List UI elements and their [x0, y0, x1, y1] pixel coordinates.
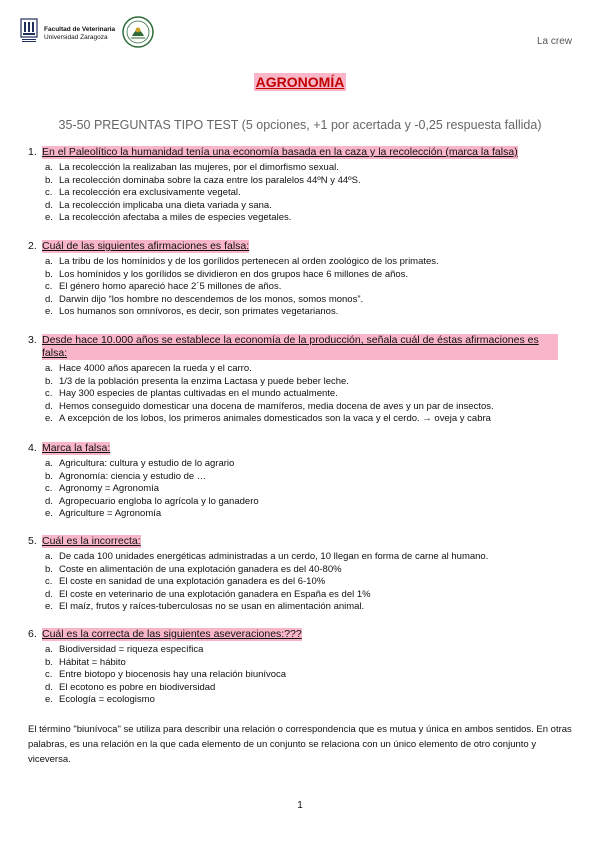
question-6: [28, 628, 558, 707]
question-number: 4.: [28, 442, 37, 454]
option-text: Hábitat = hábito: [59, 656, 126, 668]
answer-option: [45, 212, 558, 225]
answer-option: [45, 644, 558, 657]
option-text: Agricultura: cultura y estudio de lo agrario: [59, 458, 235, 469]
page-subtitle: 35-50 PREGUNTAS TIPO TEST (5 opciones, +1 por acertada y -0,25 respuesta fallida): [58, 118, 542, 132]
answer-option: [45, 496, 558, 509]
answer-option: [45, 483, 558, 496]
question-text: Marca la falsa:: [42, 442, 111, 454]
option-letter: b.: [45, 375, 53, 387]
option-letter: e.: [45, 413, 53, 425]
option-text: La recolección afectaba a miles de especies vegetales.: [59, 212, 292, 224]
option-text: Coste en alimentación de una explotación ganadera es del 40-80%: [59, 563, 342, 575]
option-text: Hemos conseguido domesticar una docena de mamíferos, media docena de aves y un par de insectos.: [59, 400, 494, 412]
veterinary-seal-icon: [122, 16, 154, 48]
answer-option: [45, 657, 558, 670]
option-letter: a.: [45, 458, 53, 469]
answer-option: [45, 589, 558, 602]
option-text: El género homo apareció hace 2´5 millones de años.: [59, 281, 282, 293]
answer-option: [45, 281, 558, 294]
answer-option: [45, 363, 558, 376]
answer-options: [28, 162, 558, 225]
question-text: En el Paleolítico la humanidad tenía una economía basada en la caza y la recolección (marca la falsa): [42, 146, 518, 158]
option-letter: d.: [45, 400, 53, 412]
option-letter: d.: [45, 588, 53, 600]
option-letter: c.: [45, 281, 53, 293]
answer-option: [45, 388, 558, 401]
option-text: Biodiversidad = riqueza específica: [59, 644, 204, 655]
question-number: 6.: [28, 628, 37, 640]
option-text: El coste en veterinario de una explotación ganadera en España es del 1%: [59, 588, 371, 600]
option-letter: c.: [45, 483, 53, 495]
option-letter: b.: [45, 470, 53, 482]
option-letter: b.: [45, 174, 53, 186]
option-text: Los homínidos y los gorílidos se dividieron en dos grupos hace 6 millones de años.: [59, 268, 409, 280]
faculty-line-2: Universidad Zaragoza: [44, 34, 108, 41]
question-heading: [28, 535, 558, 548]
answer-options: [28, 458, 558, 521]
question-heading: [28, 628, 558, 641]
faculty-name: [44, 26, 115, 42]
answer-option: [45, 551, 558, 564]
option-letter: d.: [45, 293, 53, 305]
question-2: [28, 240, 558, 319]
question-number: 2.: [28, 240, 37, 252]
question-3: [28, 334, 558, 426]
option-text: De cada 100 unidades energéticas administradas a un cerdo, 10 llegan en forma de carne al humano.: [59, 551, 489, 562]
answer-option: [45, 200, 558, 213]
option-letter: c.: [45, 187, 53, 199]
answer-option: [45, 576, 558, 589]
question-text: Cuál es la incorrecta:: [42, 535, 141, 547]
option-letter: b.: [45, 563, 53, 575]
question-number: 3.: [28, 334, 37, 346]
option-letter: e.: [45, 212, 53, 224]
option-text: La recolección era exclusivamente vegetal.: [59, 187, 241, 199]
option-text: Agriculture = Agronomía: [59, 508, 162, 520]
option-letter: a.: [45, 162, 53, 173]
option-letter: a.: [45, 363, 53, 374]
answer-options: [28, 256, 558, 319]
answer-option: [45, 269, 558, 282]
page-number: 1: [297, 800, 303, 811]
question-text: Cuál es la correcta de las siguientes aseveraciones:???: [42, 628, 302, 640]
answer-option: [45, 376, 558, 389]
option-letter: e.: [45, 694, 53, 706]
question-heading: [28, 240, 558, 253]
option-letter: d.: [45, 681, 53, 693]
question-1: [28, 146, 558, 225]
explanatory-note: El término "biunívoca" se utiliza para describir una relación o correspondencia que es mutua y única en ambos sentidos. En otras palabras, es una relación en la que cada elemento de un conjunto se relaciona con un único elemento de otro conjunto y viceversa.: [28, 724, 572, 765]
option-letter: c.: [45, 388, 53, 400]
answer-options: [28, 644, 558, 707]
option-text: El maíz, frutos y raíces-tuberculosas no se usan en alimentación animal.: [59, 601, 365, 613]
answer-option: [45, 187, 558, 200]
option-text: La tribu de los homínidos y de los gorílidos pertenecen al orden zoológico de los primates.: [59, 256, 439, 267]
option-letter: c.: [45, 669, 53, 681]
question-heading: [28, 442, 558, 455]
option-text: Los humanos son omnívoros, es decir, son primates vegetarianos.: [59, 306, 339, 318]
option-text: Agronomy = Agronomía: [59, 483, 160, 495]
option-text: 1/3 de la población presenta la enzima Lactasa y puede beber leche.: [59, 375, 349, 387]
title-container: [0, 73, 600, 91]
answer-option: [45, 682, 558, 695]
option-text: La recolección la realizaban las mujeres, por el dimorfismo sexual.: [59, 162, 339, 173]
option-text: Entre biotopo y biocenosis hay una relación biunívoca: [59, 669, 287, 681]
option-text: A excepción de los lobos, los primeros animales domesticados son la vaca y el cerdo. → oveja y cabra: [59, 413, 491, 425]
question-4: [28, 442, 558, 521]
answer-option: [45, 694, 558, 707]
faculty-line-1: Facultad de Veterinaria: [44, 26, 116, 33]
option-letter: e.: [45, 601, 53, 613]
option-letter: e.: [45, 508, 53, 520]
option-letter: a.: [45, 256, 53, 267]
question-number: 1.: [28, 146, 37, 158]
option-text: Agronomía: ciencia y estudio de …: [59, 470, 207, 482]
option-text: El coste en sanidad de una explotación ganadera es del 6-10%: [59, 576, 326, 588]
page-header: [0, 0, 600, 60]
option-text: La recolección implicaba una dieta variada y sana.: [59, 199, 272, 211]
answer-option: [45, 162, 558, 175]
answer-option: [45, 564, 558, 577]
option-letter: b.: [45, 268, 53, 280]
question-5: [28, 535, 558, 614]
option-letter: a.: [45, 551, 53, 562]
option-letter: d.: [45, 495, 53, 507]
option-letter: a.: [45, 644, 53, 655]
option-letter: d.: [45, 199, 53, 211]
answer-option: [45, 601, 558, 614]
option-text: Darwin dijo “los hombre no descendemos de los monos, somos monos”.: [59, 293, 364, 305]
option-text: Agropecuario engloba lo agrícola y lo ganadero: [59, 495, 259, 507]
question-text: Desde hace 10.000 años se establece la economía de la producción, señala cuál de éstas afirmaciones es falsa:: [42, 334, 558, 360]
answer-option: [45, 458, 558, 471]
answer-option: [45, 669, 558, 682]
university-logo-icon: [20, 18, 38, 44]
option-text: La recolección dominaba sobre la caza entre los paralelos 44ºN y 44ºS.: [59, 174, 361, 186]
question-number: 5.: [28, 535, 37, 547]
answer-option: [45, 401, 558, 414]
option-text: Ecología = ecologismo: [59, 694, 155, 706]
question-heading: [28, 146, 558, 159]
option-text: Hay 300 especies de plantas cultivadas en el mundo actualmente.: [59, 388, 338, 400]
option-text: Hace 4000 años aparecen la rueda y el carro.: [59, 363, 252, 374]
option-letter: e.: [45, 306, 53, 318]
answer-option: [45, 294, 558, 307]
option-letter: c.: [45, 576, 53, 588]
page-title: AGRONOMÍA: [255, 74, 345, 90]
answer-option: [45, 306, 558, 319]
answer-options: [28, 363, 558, 426]
answer-option: [45, 175, 558, 188]
answer-option: [45, 413, 558, 426]
question-heading: [28, 334, 558, 360]
question-text: Cuál de las siguientes afirmaciones es falsa:: [42, 240, 250, 252]
option-text: El ecotono es pobre en biodiversidad: [59, 681, 216, 693]
answer-option: [45, 256, 558, 269]
option-letter: b.: [45, 656, 53, 668]
answer-options: [28, 551, 558, 614]
answer-option: [45, 508, 558, 521]
header-right-text: La crew: [536, 36, 572, 47]
answer-option: [45, 471, 558, 484]
